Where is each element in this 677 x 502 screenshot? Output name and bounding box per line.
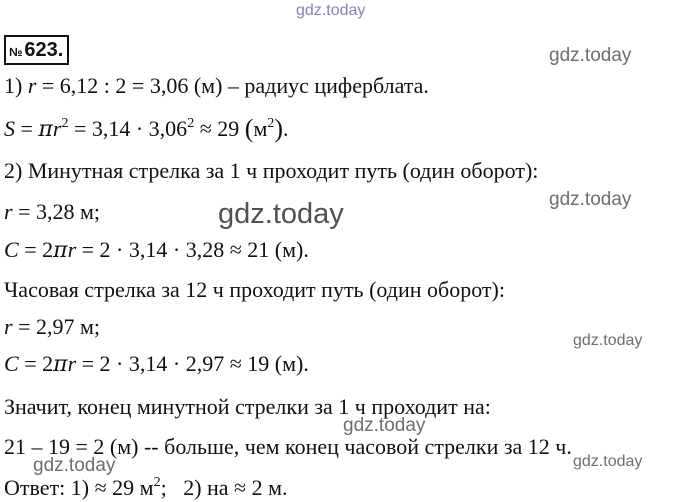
solution-line-2 — [4, 116, 289, 143]
watermark: gdz.today — [33, 455, 116, 476]
area-calc: = 3,14 · 3,06 — [73, 116, 188, 141]
exponent: 2 — [187, 116, 195, 131]
pi-symbol: π — [53, 238, 68, 263]
var-r: r — [67, 237, 77, 262]
area-approx: ≈ 29 — [199, 116, 240, 141]
watermark: gdz.today — [573, 332, 643, 349]
unit: м — [253, 116, 268, 141]
exponent: 2 — [153, 475, 161, 490]
minute-circumference: = 2 · 3,14 · 3,28 ≈ 21 (м). — [81, 237, 309, 262]
solution-line-3: 2) Минутная стрелка за 1 ч проходит путь (один оборот): — [4, 158, 539, 183]
answer-part-2: ; 2) на ≈ 2 м. — [160, 475, 288, 500]
watermark: gdz.today — [573, 453, 643, 470]
var-r: r — [67, 351, 77, 376]
number-sign: № — [9, 45, 23, 59]
close-paren: ) — [274, 114, 284, 143]
var-r: r — [4, 199, 13, 224]
watermark: gdz.today — [549, 45, 632, 66]
exponent: 2 — [61, 116, 69, 131]
pi-symbol: π — [38, 117, 53, 142]
solution-line-1 — [4, 73, 429, 99]
equals-two: = 2 — [24, 351, 54, 376]
solution-line-9: Значит, конец минутной стрелки за 1 ч проходит на: — [4, 394, 491, 419]
radius-text: = 6,12 : 2 = 3,06 (м) – радиус циферблата. — [41, 73, 429, 98]
hour-radius: = 2,97 м; — [18, 314, 101, 339]
var-r: r — [27, 73, 37, 98]
period: . — [283, 116, 289, 141]
solution-line-4 — [4, 199, 100, 225]
problem-number: 623. — [24, 39, 64, 61]
minute-radius: = 3,28 м; — [18, 199, 101, 224]
var-s: S — [4, 116, 15, 141]
var-r: r — [52, 116, 62, 141]
hour-circumference: = 2 · 3,14 · 2,97 ≈ 19 (м). — [81, 351, 309, 376]
pi-symbol: π — [53, 352, 68, 377]
watermark: gdz.today — [343, 415, 426, 436]
solution-line-10: 21 – 19 = 2 (м) -- больше, чем конец часовой стрелки за 12 ч. — [4, 434, 572, 459]
solution-line-5 — [4, 237, 309, 264]
exponent: 2 — [267, 116, 275, 131]
solution-line-7 — [4, 314, 100, 340]
watermark: gdz.today — [296, 2, 366, 19]
var-r: r — [4, 314, 13, 339]
answer-line — [4, 475, 288, 501]
watermark: gdz.today — [549, 189, 632, 210]
equals-two: = 2 — [24, 237, 54, 262]
answer-part-1: Ответ: 1) ≈ 29 м — [4, 475, 154, 500]
var-c: C — [4, 351, 19, 376]
solution-line-8 — [4, 351, 309, 378]
equals-sign: = — [20, 116, 33, 141]
step-label: 1) — [4, 73, 23, 98]
watermark: gdz.today — [218, 198, 344, 230]
open-paren: ( — [244, 114, 254, 143]
var-c: C — [4, 237, 19, 262]
solution-line-6: Часовая стрелка за 12 ч проходит путь (один оборот): — [4, 277, 505, 302]
problem-number-badge — [4, 35, 69, 65]
